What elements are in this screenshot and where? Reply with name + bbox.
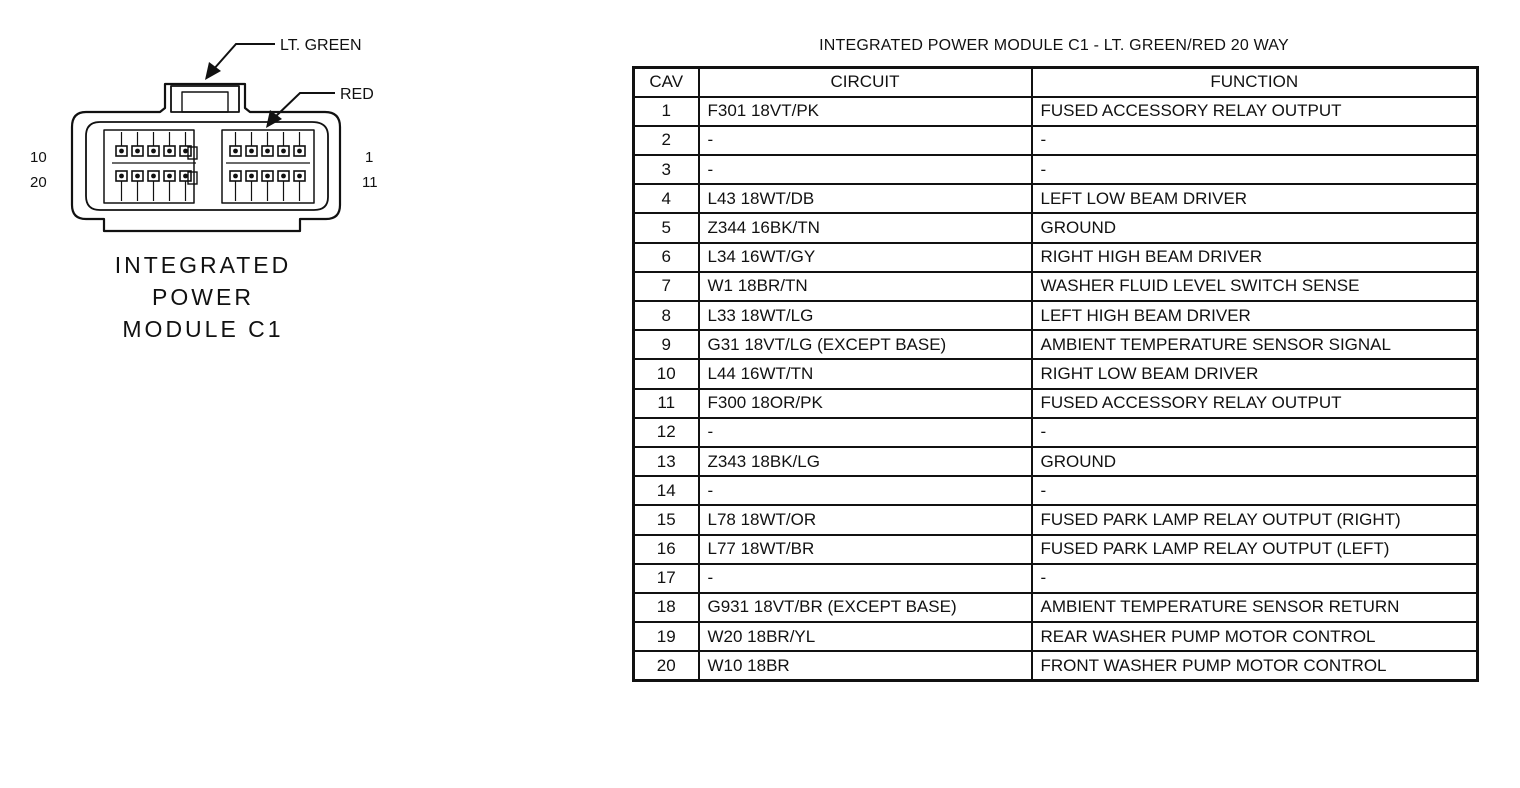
cell-circuit: - [699,155,1032,184]
header-circuit: CIRCUIT [699,68,1032,97]
table-row [634,389,1478,418]
table-row [634,97,1478,126]
terminal-pin-contact [281,174,286,179]
cell-circuit: L34 16WT/GY [699,243,1032,272]
terminal-pin-contact [151,174,156,179]
cell-cav: 14 [634,476,699,505]
terminal-pin-contact [281,149,286,154]
cell-function: - [1032,418,1478,447]
cell-circuit: G31 18VT/LG (EXCEPT BASE) [699,330,1032,359]
cell-circuit: W10 18BR [699,651,1032,680]
cell-cav: 12 [634,418,699,447]
cell-function: FUSED PARK LAMP RELAY OUTPUT (RIGHT) [1032,505,1478,534]
keying-slot [188,147,197,159]
cell-circuit: W1 18BR/TN [699,272,1032,301]
lt-green-pointer [205,44,275,80]
table-title: INTEGRATED POWER MODULE C1 - LT. GREEN/RED 20 WAY [819,37,1289,54]
terminal-pin-contact [233,149,238,154]
terminal-pin-contact [265,174,270,179]
terminal-pin-contact [233,174,238,179]
terminal-pin-contact [167,149,172,154]
connector-inner-face [86,122,328,210]
cell-cav: 13 [634,447,699,476]
terminal-pin-contact [297,174,302,179]
cell-circuit: - [699,476,1032,505]
cell-circuit: L43 18WT/DB [699,184,1032,213]
cell-function: - [1032,155,1478,184]
pin-label-10: 10 [30,149,47,166]
terminal-pin-contact [151,149,156,154]
cell-circuit: L77 18WT/BR [699,535,1032,564]
cell-circuit: L33 18WT/LG [699,301,1032,330]
cell-function: AMBIENT TEMPERATURE SENSOR SIGNAL [1032,330,1478,359]
cell-circuit: L78 18WT/OR [699,505,1032,534]
table-row [634,418,1478,447]
cell-cav: 1 [634,97,699,126]
cell-cav: 3 [634,155,699,184]
table-row [634,564,1478,593]
table-row [634,126,1478,155]
cell-function: GROUND [1032,213,1478,242]
cell-circuit: - [699,126,1032,155]
cell-cav: 4 [634,184,699,213]
cell-function: FRONT WASHER PUMP MOTOR CONTROL [1032,651,1478,680]
pin-label-20: 20 [30,174,47,191]
cell-cav: 2 [634,126,699,155]
cell-circuit: G931 18VT/BR (EXCEPT BASE) [699,593,1032,622]
connector-latch-inner [182,92,228,112]
table-row [634,359,1478,388]
cell-cav: 5 [634,213,699,242]
header-function: FUNCTION [1032,68,1478,97]
cell-function: AMBIENT TEMPERATURE SENSOR RETURN [1032,593,1478,622]
cell-function: WASHER FLUID LEVEL SWITCH SENSE [1032,272,1478,301]
terminal-pin-contact [183,149,188,154]
cell-circuit: Z343 18BK/LG [699,447,1032,476]
cell-function: GROUND [1032,447,1478,476]
lt-green-label: LT. GREEN [280,37,362,54]
keying-slot [188,172,197,184]
terminal-pin-contact [249,149,254,154]
cell-function: FUSED ACCESSORY RELAY OUTPUT [1032,97,1478,126]
table-row [634,213,1478,242]
table-row [634,243,1478,272]
terminal-pin-contact [119,149,124,154]
cell-cav: 20 [634,651,699,680]
red-label: RED [340,86,374,103]
table-row [634,184,1478,213]
terminal-pin-contact [183,174,188,179]
cell-cav: 17 [634,564,699,593]
cell-function: - [1032,564,1478,593]
terminal-pin-contact [119,174,124,179]
terminal-pin-contact [265,149,270,154]
connector-caption-line-1: INTEGRATED [114,252,292,278]
terminal-pin-contact [249,174,254,179]
cell-circuit: Z344 16BK/TN [699,213,1032,242]
table-row [634,155,1478,184]
table-row [634,535,1478,564]
cell-function: REAR WASHER PUMP MOTOR CONTROL [1032,622,1478,651]
cell-cav: 16 [634,535,699,564]
cell-circuit: W20 18BR/YL [699,622,1032,651]
cell-circuit: - [699,418,1032,447]
cell-cav: 18 [634,593,699,622]
cell-circuit: F300 18OR/PK [699,389,1032,418]
table-row [634,476,1478,505]
terminal-pin-contact [297,149,302,154]
cell-circuit: L44 16WT/TN [699,359,1032,388]
cavity-block-left [104,130,194,203]
cell-cav: 8 [634,301,699,330]
cell-function: LEFT HIGH BEAM DRIVER [1032,301,1478,330]
cell-circuit: - [699,564,1032,593]
terminal-pin-contact [135,149,140,154]
cell-cav: 6 [634,243,699,272]
connector-caption-line-3: MODULE C1 [122,316,284,342]
cell-cav: 9 [634,330,699,359]
table-row [634,505,1478,534]
terminal-pin-contact [167,174,172,179]
cell-function: FUSED ACCESSORY RELAY OUTPUT [1032,389,1478,418]
header-cav: CAV [634,68,699,97]
table-row [634,593,1478,622]
pinout-table [632,66,1479,682]
table-row [634,622,1478,651]
table-row [634,651,1478,680]
connector-latch [171,86,239,112]
table-row [634,301,1478,330]
pin-label-1: 1 [365,149,374,166]
cell-cav: 7 [634,272,699,301]
cell-cav: 15 [634,505,699,534]
pin-label-11: 11 [362,174,378,191]
cell-function: RIGHT LOW BEAM DRIVER [1032,359,1478,388]
terminal-pins [112,132,310,201]
table-header-row [634,68,1478,97]
table-row [634,330,1478,359]
connector-caption-line-2: POWER [152,284,254,310]
cell-circuit: F301 18VT/PK [699,97,1032,126]
connector-housing [72,84,340,231]
cell-function: LEFT LOW BEAM DRIVER [1032,184,1478,213]
cell-function: - [1032,126,1478,155]
cell-function: FUSED PARK LAMP RELAY OUTPUT (LEFT) [1032,535,1478,564]
cell-function: - [1032,476,1478,505]
cell-cav: 10 [634,359,699,388]
terminal-pin-contact [135,174,140,179]
table-row [634,447,1478,476]
cell-cav: 11 [634,389,699,418]
cell-function: RIGHT HIGH BEAM DRIVER [1032,243,1478,272]
cell-cav: 19 [634,622,699,651]
table-row [634,272,1478,301]
